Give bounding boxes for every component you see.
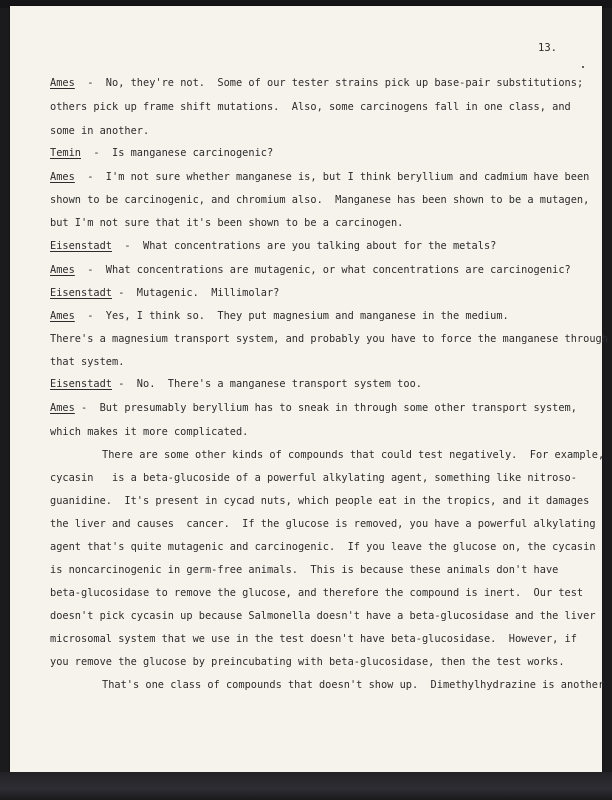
line-text: - Is manganese carcinogenic? xyxy=(81,147,274,159)
transcript-line xyxy=(50,264,571,276)
transcript-line xyxy=(50,217,403,229)
transcript-line xyxy=(50,194,589,206)
speaker-name: Ames xyxy=(50,310,75,322)
line-text: others pick up frame shift mutations. Also, some carcinogens fall in one class, and xyxy=(50,101,571,113)
transcript-line xyxy=(50,101,571,113)
transcript-line xyxy=(50,171,589,183)
speaker-name: Eisenstadt xyxy=(50,378,112,390)
speaker-name: Ames xyxy=(50,402,75,414)
line-text: There's a magnesium transport system, and probably you have to force the manganese through xyxy=(50,333,608,345)
line-text: microsomal system that we use in the test doesn't have beta-glucosidase. However, if xyxy=(50,633,577,645)
transcript-line xyxy=(50,426,248,438)
line-text: the liver and causes cancer. If the glucose is removed, you have a powerful alkylating xyxy=(50,518,596,530)
transcript-line xyxy=(50,656,565,668)
page-number: 13. xyxy=(538,42,557,54)
speaker-name: Ames xyxy=(50,171,75,183)
line-text: - I'm not sure whether manganese is, but I think beryllium and cadmium have been xyxy=(74,171,590,183)
transcript-line xyxy=(50,333,608,345)
transcript-line xyxy=(50,240,496,252)
line-text: - What concentrations are you talking about for the metals? xyxy=(112,240,497,252)
line-text: cycasin is a beta-glucoside of a powerful alkylating agent, something like nitroso- xyxy=(50,472,577,484)
transcript-line xyxy=(50,472,577,484)
line-text: but I'm not sure that it's been shown to be a carcinogen. xyxy=(50,217,404,229)
line-text: - What concentrations are mutagenic, or what concentrations are carcinogenic? xyxy=(74,264,571,276)
line-text: There are some other kinds of compounds that could test negatively. For example, xyxy=(102,449,605,461)
transcript-line xyxy=(102,679,604,691)
speck xyxy=(582,66,584,68)
speaker-name: Eisenstadt xyxy=(50,240,112,252)
speaker-name: Temin xyxy=(50,147,81,159)
transcript-line xyxy=(50,541,596,553)
document-page xyxy=(10,6,608,772)
transcript-line xyxy=(50,310,509,322)
line-text: agent that's quite mutagenic and carcinogenic. If you leave the glucose on, the cycasin xyxy=(50,541,596,553)
transcript-line xyxy=(50,77,583,89)
speaker-name: Ames xyxy=(50,77,75,89)
speaker-name: Ames xyxy=(50,264,75,276)
transcript-line xyxy=(50,633,577,645)
line-text: some in another. xyxy=(50,125,150,137)
transcript-line xyxy=(50,402,577,414)
line-text: shown to be carcinogenic, and chromium also. Manganese has been shown to be a mutagen, xyxy=(50,194,590,206)
transcript-line xyxy=(50,610,596,622)
transcript-line xyxy=(50,495,589,507)
transcript-line xyxy=(102,449,604,461)
line-text: is noncarcinogenic in germ-free animals. This is because these animals don't have xyxy=(50,564,559,576)
transcript-line xyxy=(50,287,279,299)
transcript-line xyxy=(50,125,149,137)
transcript-line xyxy=(50,587,583,599)
transcript-line xyxy=(50,147,273,159)
speaker-name: Eisenstadt xyxy=(50,287,112,299)
line-text: beta-glucosidase to remove the glucose, and therefore the compound is inert. Our test xyxy=(50,587,584,599)
line-text: - Mutagenic. Millimolar? xyxy=(112,287,280,299)
transcript-line xyxy=(50,378,422,390)
line-text: - No, they're not. Some of our tester strains pick up base-pair substitutions; xyxy=(74,77,584,89)
transcript-line xyxy=(50,356,124,368)
line-text: which makes it more complicated. xyxy=(50,426,249,438)
line-text: That's one class of compounds that doesn't show up. Dimethylhydrazine is another xyxy=(102,679,605,691)
line-text: you remove the glucose by preincubating with beta-glucosidase, then the test works. xyxy=(50,656,565,668)
line-text: - But presumably beryllium has to sneak in through some other transport system, xyxy=(74,402,577,414)
line-text: guanidine. It's present in cycad nuts, which people eat in the tropics, and it damages xyxy=(50,495,590,507)
line-text: that system. xyxy=(50,356,125,368)
scan-border-bottom xyxy=(0,772,612,800)
line-text: doesn't pick cycasin up because Salmonella doesn't have a beta-glucosidase and the liver xyxy=(50,610,596,622)
transcript-line xyxy=(50,518,596,530)
line-text: - Yes, I think so. They put magnesium and manganese in the medium. xyxy=(74,310,509,322)
transcript-line xyxy=(50,564,558,576)
line-text: - No. There's a manganese transport system too. xyxy=(112,378,422,390)
